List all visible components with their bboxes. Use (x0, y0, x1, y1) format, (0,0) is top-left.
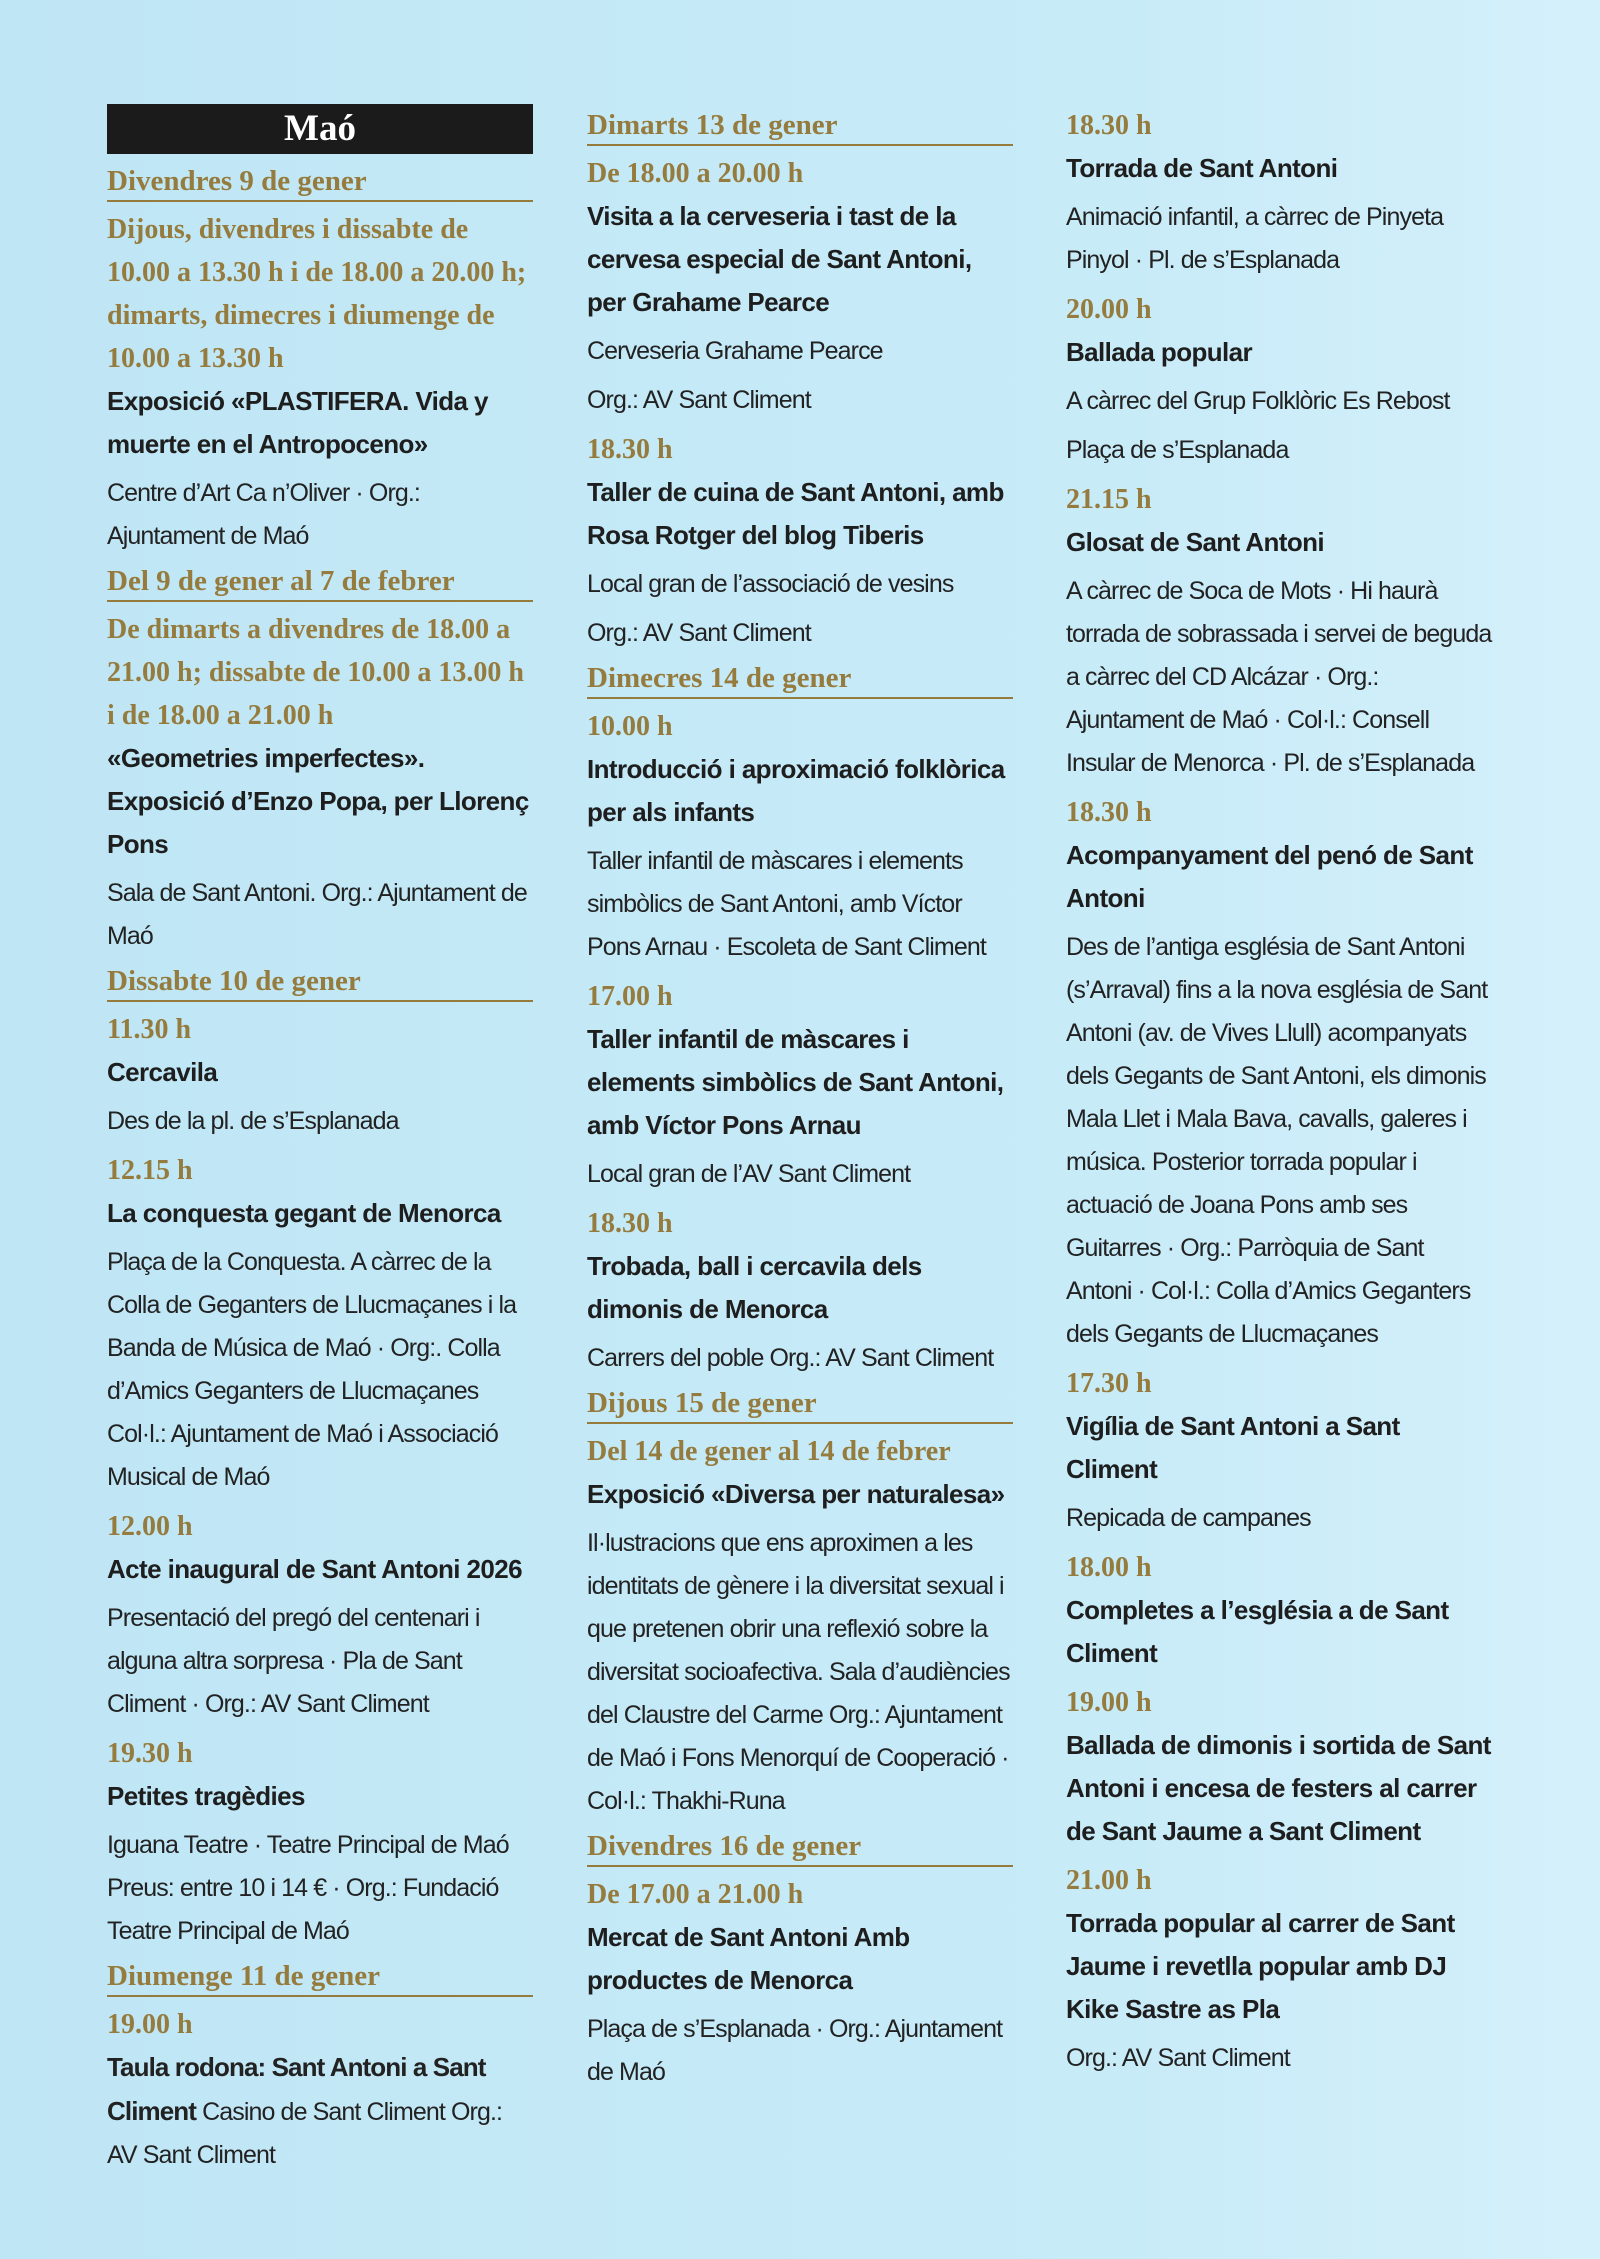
event-info: Plaça de la Conquesta. A càrrec de la Colla de Geganters de Llucmaçanes i la Banda de Música de Maó · Org:. Colla d’Amics Geganters de Llucmaçanes Col·l.: Ajuntament de Maó i Associació Musical de Maó (107, 1248, 517, 1491)
event-info: Plaça de s’Esplanada · Org.: Ajuntament de Maó (587, 2015, 1003, 2086)
event-time: 19.00 h (1066, 1687, 1152, 1718)
event-time: 12.15 h (107, 1155, 193, 1186)
event-time: 12.00 h (107, 1511, 193, 1542)
event-info: Animació infantil, a càrrec de Pinyeta Pinyol · Pl. de s’Esplanada (1066, 203, 1444, 274)
event-time: 11.30 h (107, 1014, 192, 1045)
event-info: Presentació del pregó del centenari i alguna altra sorpresa · Pla de Sant Climent · Org.: AV Sant Climent (107, 1604, 480, 1718)
event-time: 18.30 h (1066, 797, 1152, 828)
event-info: Il·lustracions que ens aproximen a les identitats de gènere i la diversitat sexual i que pretenen obrir una reflexió sobre la diversitat socioafectiva. Sala d’audiències del Claustre del Carme Org.: Ajuntament de Maó i Fons Menorquí de Cooperació · Col·l.: Thakhi-Runa (587, 1529, 1010, 1815)
event-info: A càrrec del Grup Folklòric Es Rebost (1066, 387, 1450, 415)
event-time: 19.30 h (107, 1738, 193, 1769)
event-info: Org.: AV Sant Climent (587, 619, 811, 647)
event-time: 21.15 h (1066, 484, 1152, 515)
event-title: Exposició «PLASTIFERA. Vida y muerte en el Antropoceno» (107, 386, 488, 459)
event-title: Acompanyament del penó de Sant Antoni (1066, 840, 1473, 913)
event-title: Taller de cuina de Sant Antoni, amb Rosa Rotger del blog Tiberis (587, 477, 1004, 550)
event-title: Cercavila (107, 1057, 218, 1087)
event-info: Casino de Sant Climent Org.: AV Sant Climent (107, 2098, 503, 2169)
event-info: Repicada de campanes (1066, 1504, 1311, 1532)
event-time: 10.00 h (587, 711, 673, 742)
column-1 (107, 104, 533, 2183)
event-info: A càrrec de Soca de Mots · Hi haurà torrada de sobrassada i servei de beguda a càrrec del CD Alcázar · Org.: Ajuntament de Maó · Col·l.: Consell Insular de Menorca · Pl. de s’Esplanada (1066, 577, 1492, 777)
event-info: Des de la pl. de s’Esplanada (107, 1107, 399, 1135)
event-title: Ballada de dimonis i sortida de Sant Antoni i encesa de festers al carrer de Sant Jaume a Sant Climent (1066, 1730, 1491, 1846)
day-heading: Dimecres 14 de gener (587, 661, 1013, 699)
event-title: Torrada de Sant Antoni (1066, 153, 1338, 183)
event-time: 18.30 h (587, 1208, 673, 1239)
town-heading: Maó (107, 104, 533, 154)
event-info: Local gran de l’AV Sant Climent (587, 1160, 911, 1188)
event-info: Iguana Teatre · Teatre Principal de Maó Preus: entre 10 i 14 € · Org.: Fundació Teatre Principal de Maó (107, 1831, 509, 1945)
event-title: Exposició «Diversa per naturalesa» (587, 1479, 1005, 1509)
event-title: Mercat de Sant Antoni Amb productes de Menorca (587, 1922, 910, 1995)
event-time: 21.00 h (1066, 1865, 1152, 1896)
event-info: Des de l’antiga església de Sant Antoni (s’Arraval) fins a la nova església de Sant Antoni (av. de Vives Llull) acompanyats dels Gegants de Sant Antoni, els dimonis Mala Llet i Mala Bava, cavalls, galeres i música. Posterior torrada popular i actuació de Joana Pons amb ses Guitarres · Org.: Parròquia de Sant Antoni · Col·l.: Colla d’Amics Geganters dels Gegants de Llucmaçanes (1066, 933, 1488, 1348)
event-time: 18.00 h (1066, 1552, 1152, 1583)
event-title: Ballada popular (1066, 337, 1253, 367)
day-heading: Dijous 15 de gener (587, 1386, 1013, 1424)
event-title: Completes a l’església a de Sant Climent (1066, 1595, 1449, 1668)
event-time: Dijous, divendres i dissabte de 10.00 a 13.30 h i de 18.00 a 20.00 h; dimarts, dimecres i diumenge de 10.00 a 13.30 h (107, 214, 527, 374)
day-heading: Divendres 9 de gener (107, 164, 533, 202)
event-time: De 18.00 a 20.00 h (587, 158, 804, 189)
event-time: 19.00 h (107, 2009, 193, 2040)
event-info: Taller infantil de màscares i elements simbòlics de Sant Antoni, amb Víctor Pons Arnau · Escoleta de Sant Climent (587, 847, 986, 961)
event-time: 18.30 h (1066, 110, 1152, 141)
day-heading: Diumenge 11 de gener (107, 1959, 533, 1997)
event-title: Acte inaugural de Sant Antoni 2026 (107, 1554, 522, 1584)
day-heading: Dissabte 10 de gener (107, 964, 533, 1002)
day-heading: Dimarts 13 de gener (587, 108, 1013, 146)
event-title: «Geometries imperfectes». Exposició d’Enzo Popa, per Llorenç Pons (107, 743, 529, 859)
event-title: Taula rodona: Sant Antoni a Sant Climent (107, 2052, 486, 2126)
day-heading: Del 9 de gener al 7 de febrer (107, 564, 533, 602)
event-title: Introducció i aproximació folklòrica per als infants (587, 754, 1005, 827)
event-info: Org.: AV Sant Climent (1066, 2044, 1290, 2072)
event-time: Del 14 de gener al 14 de febrer (587, 1436, 951, 1467)
column-3 (1066, 104, 1492, 2086)
event-title: Vigília de Sant Antoni a Sant Climent (1066, 1411, 1400, 1484)
event-title: Torrada popular al carrer de Sant Jaume i revetlla popular amb DJ Kike Sastre as Pla (1066, 1908, 1455, 2024)
event-time: 18.30 h (587, 434, 673, 465)
event-time: 17.30 h (1066, 1368, 1152, 1399)
event-time: De 17.00 a 21.00 h (587, 1879, 804, 1910)
day-heading: Divendres 16 de gener (587, 1829, 1013, 1867)
event-info: Org.: AV Sant Climent (587, 386, 811, 414)
event-time: De dimarts a divendres de 18.00 a 21.00 h; dissabte de 10.00 a 13.00 h i de 18.00 a 21.00 h (107, 614, 524, 731)
event-title: Trobada, ball i cercavila dels dimonis de Menorca (587, 1251, 922, 1324)
event-title: Glosat de Sant Antoni (1066, 527, 1325, 557)
event-block (107, 2046, 533, 2177)
event-title: Taller infantil de màscares i elements simbòlics de Sant Antoni, amb Víctor Pons Arnau (587, 1024, 1004, 1140)
event-info: Local gran de l’associació de vesins (587, 570, 954, 598)
column-2 (587, 104, 1013, 2100)
event-info: Centre d’Art Ca n’Oliver · Org.: Ajuntament de Maó (107, 479, 420, 550)
event-info: Cerveseria Grahame Pearce (587, 337, 883, 365)
event-title: Petites tragèdies (107, 1781, 305, 1811)
event-time: 20.00 h (1066, 294, 1152, 325)
event-time: 17.00 h (587, 981, 673, 1012)
event-info: Sala de Sant Antoni. Org.: Ajuntament de Maó (107, 879, 527, 950)
event-title: La conquesta gegant de Menorca (107, 1198, 501, 1228)
event-title: Visita a la cerveseria i tast de la cervesa especial de Sant Antoni, per Grahame Pearce (587, 201, 972, 317)
event-info: Plaça de s’Esplanada (1066, 436, 1289, 464)
event-info: Carrers del poble Org.: AV Sant Climent (587, 1344, 994, 1372)
